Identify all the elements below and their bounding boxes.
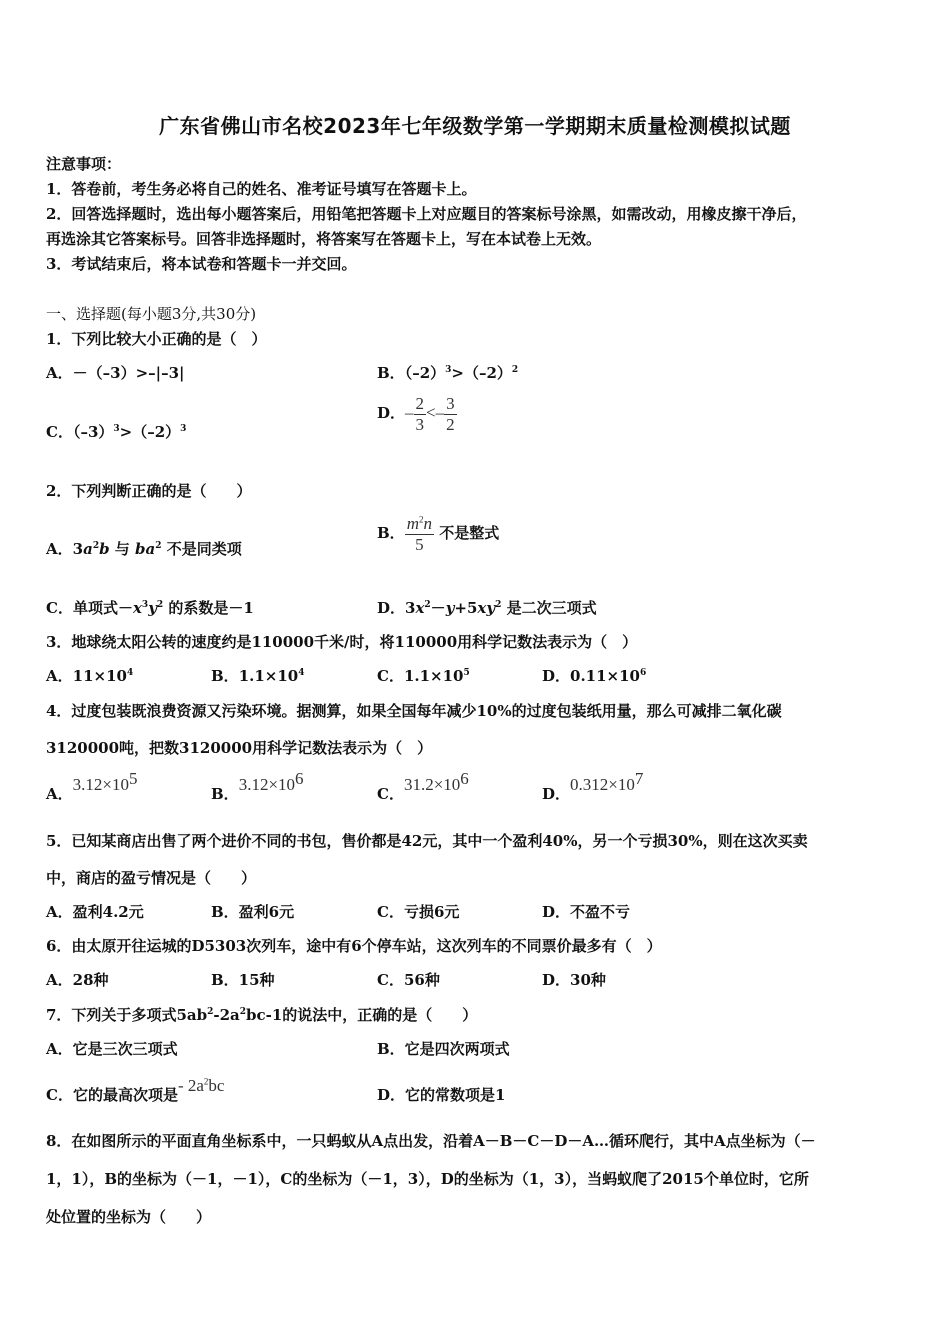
numerator: 3 [446,394,455,413]
q8-stem-cont-2: 处位置的坐标为（ ） [46,1208,212,1226]
q3-option-d [542,665,646,686]
exponent: 2 [207,1007,214,1017]
option-text: 1.1×10 [238,667,299,685]
notice-item-2: 2．回答选择题时，选出每小题答案后，用铅笔把答题卡上对应题目的答案标号涂黑，如需改动，用橡皮擦干净后， [46,205,807,223]
notice-item-1: 1．答卷前，考生务必将自己的姓名、准考证号填写在答题卡上。 [46,180,477,198]
exponent: 2 [203,1076,209,1087]
numerator [405,514,434,535]
q1-option-b [377,362,518,383]
option-text: 是二次三项式 [501,599,597,617]
numerator: 2 [415,394,425,413]
q8-stem-cont-1: 1，1），B的坐标为（－1，－1），C的坐标为（－1，3），D的坐标为（1，3），当蚂蚁爬了2015个单位时，它所 [46,1170,809,1188]
notice-heading: 注意事项： [46,155,122,173]
q5-option-a: A．盈利4.2元 [46,903,144,921]
exponent: 6 [460,769,469,788]
exponent: 3 [141,600,149,610]
math-sign: <– [426,403,445,423]
option-text: C．它的最高次项是 [46,1086,178,1104]
q6-stem: 6．由太原开往运城的D5303次列车，途中有6个停车站，这次列车的不同票价最多有（ ） [46,937,662,955]
denominator: 5 [415,534,424,554]
fraction [405,514,434,554]
option-text: >（–2） [119,423,181,441]
notice-item-3: 3．考试结束后，将本试卷和答题卡一并交回。 [46,255,357,273]
option-text: xy [477,599,496,617]
option-label: C． [377,667,404,685]
fraction [444,394,457,434]
q4-stem: 4．过度包装既浪费资源又污染环境。据测算，如果全国每年减少10%的过度包装纸用量，那么可减排二氧化碳 [46,702,782,720]
q5-stem: 5．已知某商店出售了两个进价不同的书包，售价都是42元，其中一个盈利40%，另一个亏损30%，则在这次买卖 [46,832,808,850]
q2-option-b [377,514,499,554]
option-text: 0.312×10 [570,775,635,794]
q6-option-c: C．56种 [377,971,440,989]
option-text: a [83,540,93,558]
option-label: B． [211,667,239,685]
q6-option-b: B．15种 [211,971,275,989]
exponent: 3 [113,424,120,434]
page-title: 广东省佛山市名校2023年七年级数学第一学期期末质量检测模拟试题 [159,114,791,138]
q6-option-d: D．30种 [542,971,606,989]
option-text: 3.12×10 [72,775,129,794]
q5-option-d: D．不盈不亏 [542,903,631,921]
exponent: 4 [126,668,134,678]
q1-option-d [377,394,457,434]
option-label: A． [46,364,73,382]
q1-option-c [46,421,186,442]
option-text: 0.11×10 [570,667,640,685]
q2-option-d [377,597,597,618]
option-label: C． [46,423,73,441]
option-text: 3.12×10 [238,775,296,794]
exponent: 2 [418,514,424,525]
option-math [178,1076,225,1095]
option-text: 单项式－ [72,599,133,617]
q7-option-d: D．它的常数项是1 [377,1086,506,1104]
exponent: 2 [424,600,431,610]
exponent: 7 [634,769,644,788]
exponent: 2 [155,541,162,551]
q4-stem-cont: 3120000吨，把数3120000用科学记数法表示为（ ） [46,739,433,757]
q7-stem [46,1004,477,1025]
q5-option-b: B．盈利6元 [211,903,295,921]
section-heading: 一、选择题(每小题3分,共30分) [46,305,257,323]
q2-stem: 2．下列判断正确的是（ ） [46,482,252,500]
option-text: 11×10 [72,667,127,685]
q5-stem-cont: 中，商店的盈亏情况是（ ） [46,869,257,887]
math-sign: – [405,403,414,423]
option-text: ba [135,540,156,558]
numerator-text: m [406,514,419,533]
q4-option-c [377,769,469,803]
option-label: D． [377,599,406,617]
option-label: C． [46,599,73,617]
exponent: 5 [128,769,138,788]
option-text: （–2） [404,364,446,382]
option-text: b [99,540,110,558]
option-text: x [415,599,425,617]
q4-option-b [211,769,304,803]
exponent: 2 [511,365,519,375]
exponent: 2 [92,541,100,551]
option-label: A． [46,785,73,803]
option-text: － [430,599,446,617]
math-text: bc [208,1076,225,1095]
stem-text: bc-1的说法中，正确的是（ ） [246,1006,478,1024]
exponent: 2 [156,600,164,610]
denominator: 3 [415,414,425,434]
q1-stem: 1．下列比较大小正确的是（ ） [46,330,267,348]
option-text: y [445,599,455,617]
notice-item-2-cont: 再选涂其它答案标号。回答非选择题时，将答案写在答题卡上，写在本试卷上无效。 [46,230,602,248]
q3-option-a [46,665,133,686]
option-label: C． [377,785,404,803]
option-text: 3 [72,540,84,558]
option-text: 与 [109,540,136,558]
option-label: B． [377,364,405,382]
q7-option-b: B．它是四次两项式 [377,1040,510,1058]
exponent: 2 [495,600,502,610]
option-label: A． [46,540,73,558]
stem-text: 7．下列关于多项式5ab [46,1006,208,1024]
denominator: 2 [446,414,455,434]
q1-option-a [46,362,185,383]
option-text: 不是整式 [433,524,500,543]
option-text: 不是同类项 [161,540,242,558]
option-text: 3 [405,599,416,617]
option-label: A． [46,667,73,685]
option-label: B． [377,524,405,543]
option-text: 1.1×10 [403,667,464,685]
q2-option-c [46,597,254,618]
exponent: 4 [298,668,305,678]
q3-stem: 3．地球绕太阳公转的速度约是110000千米/时，将110000用科学记数法表示为（ ） [46,633,638,651]
option-label: D． [377,404,406,423]
option-text: 的系数是－1 [163,599,254,617]
exponent: 2 [239,1007,247,1017]
option-text: x [132,599,142,617]
q2-option-a [46,538,242,559]
q3-option-c [377,665,470,686]
option-label: B． [211,785,239,803]
q4-option-a [46,769,138,803]
q4-option-d [542,769,644,803]
fraction [414,394,427,434]
exponent: 6 [640,668,647,678]
q5-option-c: C．亏损6元 [377,903,460,921]
q7-option-c [46,1076,225,1105]
option-text: y [148,599,157,617]
option-text: +5 [454,599,478,617]
exponent: 3 [180,424,187,434]
math-text: - 2a [177,1076,204,1095]
q6-option-a: A．28种 [46,971,109,989]
exponent: 6 [295,769,304,788]
q8-stem: 8．在如图所示的平面直角坐标系中，一只蚂蚁从A点出发，沿着A－B－C－D－A…循环爬行，其中A点坐标为（－ [46,1132,816,1150]
option-text: （–3） [72,423,114,441]
exponent: 3 [445,365,452,375]
numerator-text: n [423,514,432,533]
q7-option-a: A．它是三次三项式 [46,1040,178,1058]
option-text: 31.2×10 [403,775,461,794]
option-label: D． [542,785,571,803]
option-label: D． [542,667,571,685]
stem-text: -2a [213,1006,240,1024]
q3-option-b [211,665,305,686]
option-text: －（–3）>–|–3| [72,364,185,382]
exponent: 5 [463,668,470,678]
option-text: >（–2） [451,364,512,382]
